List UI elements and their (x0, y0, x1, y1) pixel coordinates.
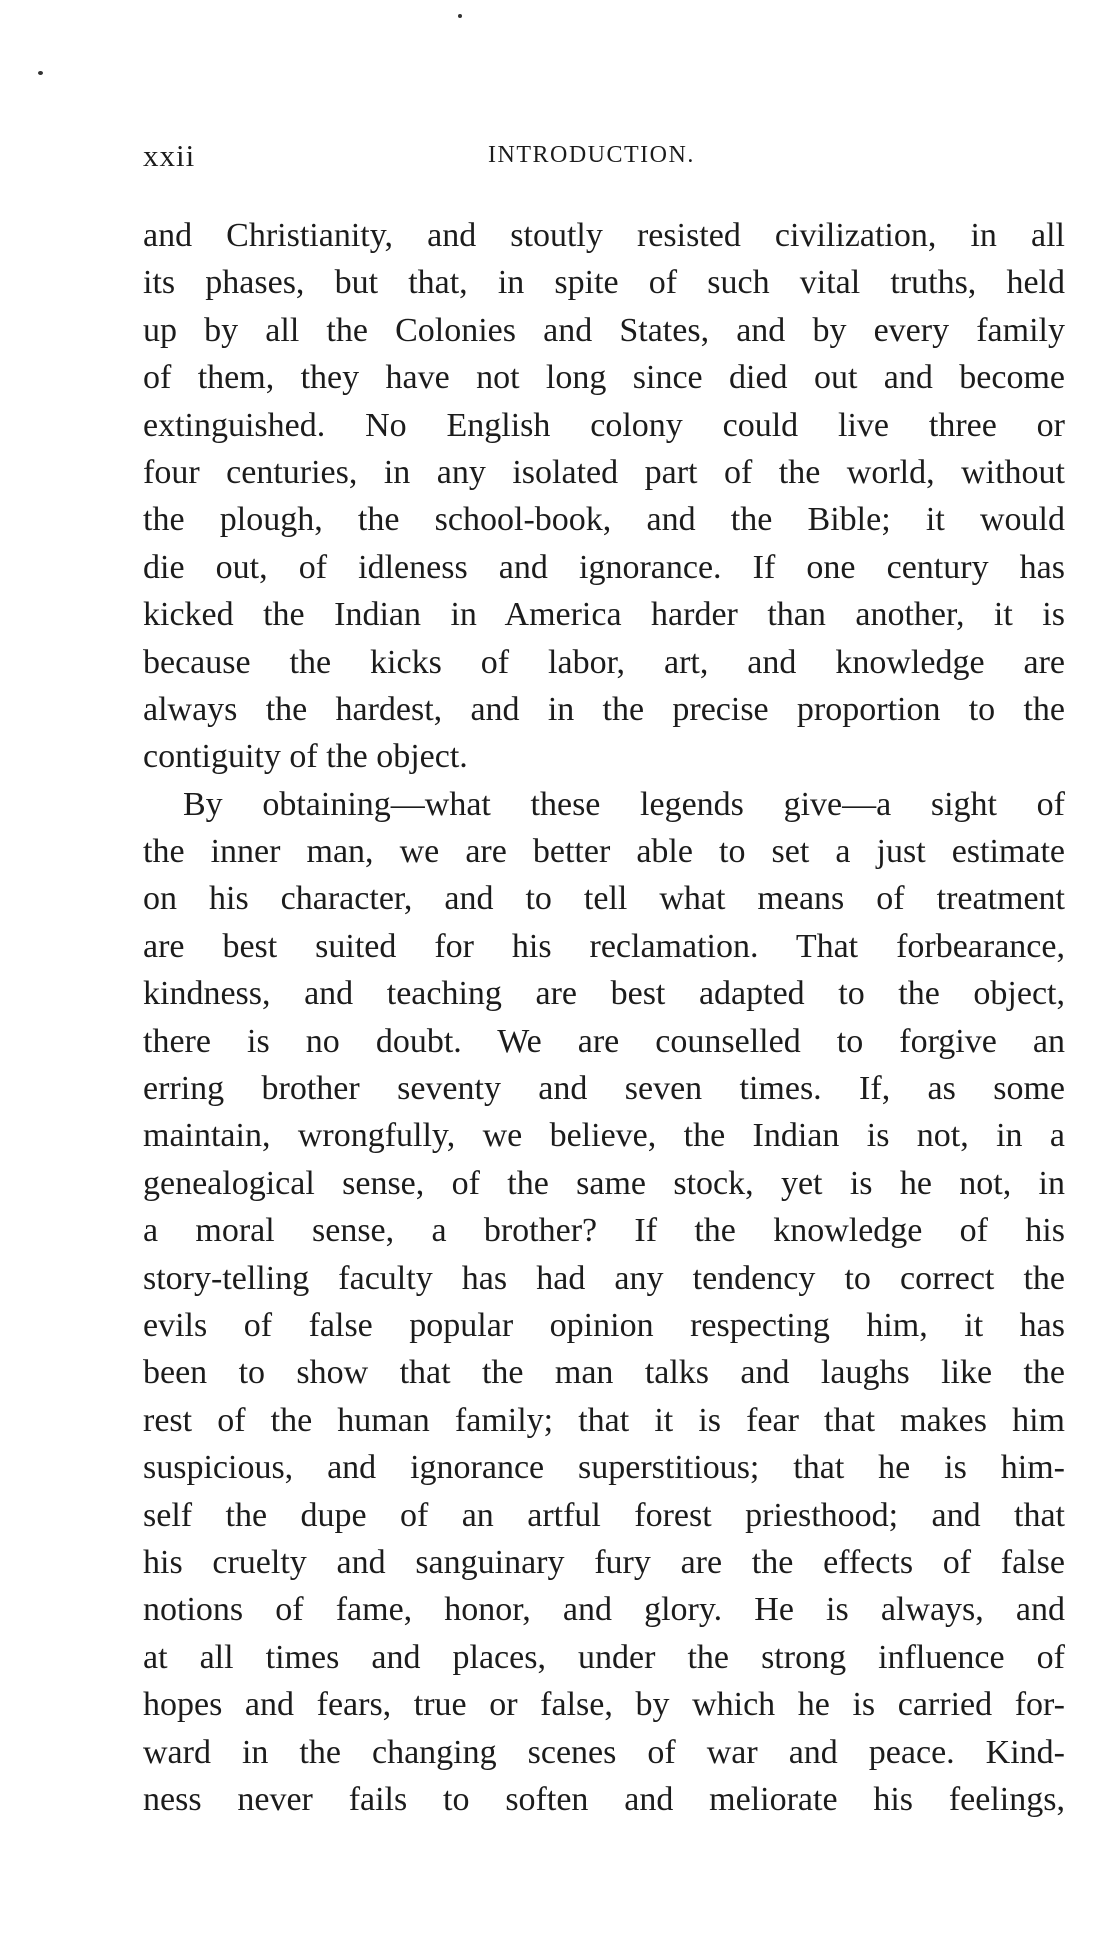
text-line: been to show that the man talks and laughs like the (143, 1354, 1065, 1392)
text-line: the plough, the school-book, and the Bible; it would (143, 501, 1065, 539)
running-head (143, 138, 1065, 174)
ink-speck (458, 14, 462, 18)
text-line: die out, of idleness and ignorance. If one century has (143, 548, 1065, 586)
paragraph-1 (143, 212, 1065, 781)
text-line: By obtaining—what these legends give—a sight of (183, 785, 1065, 823)
body-text (143, 212, 1065, 1823)
text-line: ward in the changing scenes of war and peace. Kind- (143, 1733, 1065, 1771)
text-line: evils of false popular opinion respecting him, it has (143, 1306, 1065, 1344)
text-line: ness never fails to soften and meliorate his feelings, (143, 1780, 1065, 1818)
text-line: of them, they have not long since died out and become (143, 359, 1065, 397)
book-page (143, 0, 1065, 1934)
text-line: four centuries, in any isolated part of the world, without (143, 453, 1065, 491)
text-line: self the dupe of an artful forest priesthood; and that (143, 1496, 1065, 1534)
text-line: its phases, but that, in spite of such vital truths, held (143, 264, 1065, 302)
text-line: always the hardest, and in the precise proportion to the (143, 690, 1065, 728)
text-line: the inner man, we are better able to set a just estimate (143, 833, 1065, 871)
text-line: and Christianity, and stoutly resisted civilization, in all (143, 217, 1065, 254)
text-line: up by all the Colonies and States, and by every family (143, 311, 1065, 349)
text-line: on his character, and to tell what means of treatment (143, 880, 1065, 918)
text-line: erring brother seventy and seven times. If, as some (143, 1070, 1065, 1108)
paragraph-2 (143, 781, 1065, 1824)
text-line: genealogical sense, of the same stock, yet is he not, in (143, 1164, 1065, 1202)
text-line: kindness, and teaching are best adapted to the object, (143, 975, 1065, 1013)
text-line: maintain, wrongfully, we believe, the Indian is not, in a (143, 1117, 1065, 1155)
text-line: there is no doubt. We are counselled to forgive an (143, 1022, 1065, 1060)
page-number: xxii (143, 138, 196, 173)
text-line: rest of the human family; that it is fear that makes him (143, 1401, 1065, 1439)
text-line: extinguished. No English colony could live three or (143, 406, 1065, 444)
running-title: INTRODUCTION. (488, 142, 695, 168)
text-line: are best suited for his reclamation. That forbearance, (143, 927, 1065, 965)
text-line: kicked the Indian in America harder than another, it is (143, 596, 1065, 634)
text-line: suspicious, and ignorance superstitious; that he is him- (143, 1449, 1065, 1487)
text-line: story-telling faculty has had any tendency to correct the (143, 1259, 1065, 1297)
text-line: a moral sense, a brother? If the knowledge of his (143, 1212, 1065, 1250)
text-line: hopes and fears, true or false, by which he is carried for- (143, 1686, 1065, 1724)
text-line: at all times and places, under the strong influence of (143, 1638, 1065, 1676)
text-line: contiguity of the object. (143, 738, 468, 776)
text-line: his cruelty and sanguinary fury are the effects of false (143, 1543, 1065, 1581)
text-line: because the kicks of labor, art, and knowledge are (143, 643, 1065, 681)
ink-speck (38, 71, 43, 75)
text-line: notions of fame, honor, and glory. He is always, and (143, 1591, 1065, 1629)
